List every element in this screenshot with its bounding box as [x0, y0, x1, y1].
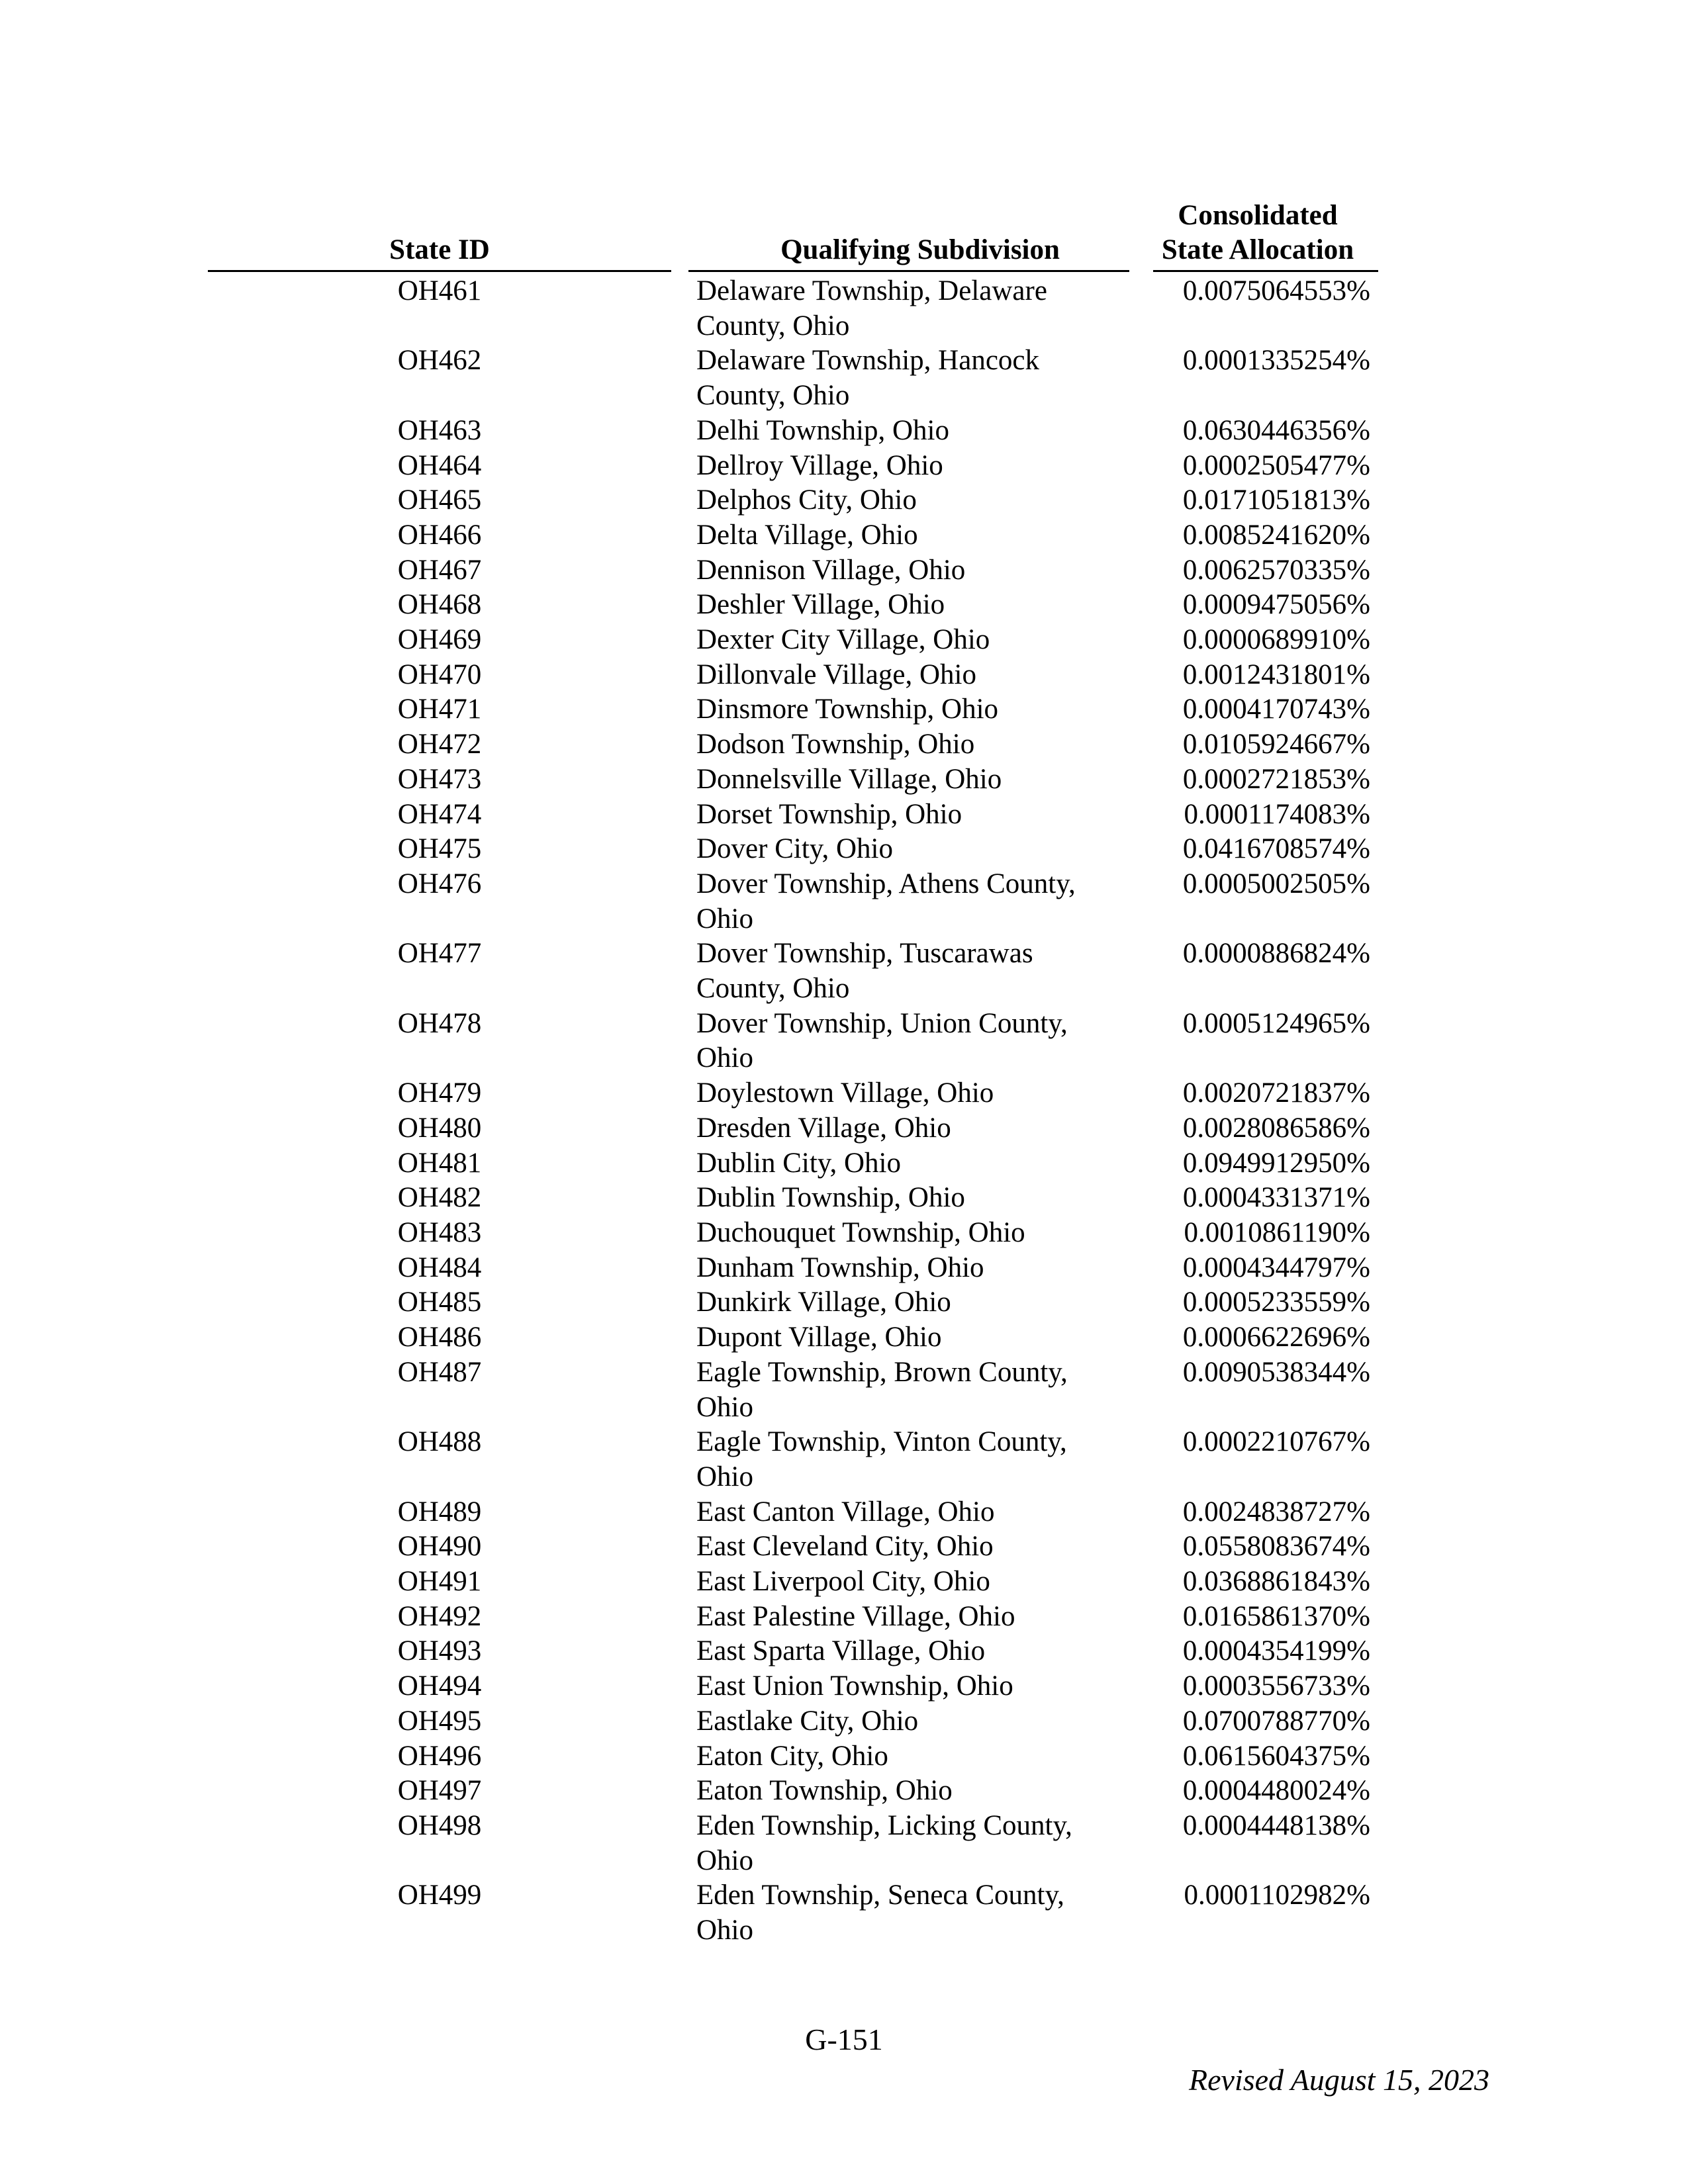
allocation-cell: 0.0004331371%: [1182, 1182, 1370, 1214]
subdivision-cell: Eagle Township, Brown County, Ohio: [696, 1356, 1068, 1423]
state-id-cell: OH495: [397, 1705, 482, 1737]
table-row: [0, 1634, 1688, 1669]
allocation-cell: 0.0558083674%: [1182, 1531, 1370, 1563]
state-id-cell: OH473: [397, 763, 482, 795]
table-row: [0, 1669, 1688, 1704]
subdivision-cell: Delphos City, Ohio: [696, 484, 917, 516]
allocation-cell: 0.0010861190%: [1184, 1216, 1370, 1248]
state-id-cell: OH475: [397, 833, 482, 865]
state-id-cell: OH499: [397, 1880, 482, 1911]
state-id-cell: OH497: [397, 1775, 482, 1807]
subdivision-cell: Dinsmore Township, Ohio: [696, 694, 999, 725]
state-id-cell: OH492: [397, 1600, 482, 1632]
subdivision-cell: Eden Township, Seneca County, Ohio: [696, 1880, 1064, 1946]
header-underline-subdivision: [688, 270, 1129, 272]
allocation-cell: 0.0020721837%: [1182, 1077, 1370, 1109]
allocation-cell: 0.0001102982%: [1184, 1880, 1370, 1911]
allocation-cell: 0.0004354199%: [1182, 1635, 1370, 1667]
subdivision-cell: Delta Village, Ohio: [696, 519, 918, 551]
state-id-cell: OH479: [397, 1077, 482, 1109]
state-id-cell: OH468: [397, 589, 482, 621]
state-id-cell: OH486: [397, 1322, 482, 1353]
subdivision-cell: Delaware Township, Hancock County, Ohio: [696, 345, 1039, 412]
allocation-cell: 0.0105924667%: [1182, 729, 1370, 760]
subdivision-cell: Dellroy Village, Ohio: [696, 449, 943, 481]
subdivision-cell: Eagle Township, Vinton County, Ohio: [696, 1426, 1067, 1492]
table-row: [0, 343, 1688, 413]
allocation-cell: 0.0171051813%: [1182, 484, 1370, 516]
table-row: [0, 692, 1688, 727]
state-id-cell: OH465: [397, 484, 482, 516]
allocation-cell: 0.0001335254%: [1182, 345, 1370, 377]
table-row: [0, 867, 1688, 936]
subdivision-cell: Dover Township, Tuscarawas County, Ohio: [696, 938, 1033, 1005]
state-id-cell: OH487: [397, 1356, 482, 1388]
allocation-cell: 0.0368861843%: [1182, 1566, 1370, 1598]
allocation-cell: 0.0000689910%: [1182, 624, 1370, 656]
state-id-cell: OH491: [397, 1566, 482, 1598]
revision-date: Revised August 15, 2023: [1189, 2063, 1489, 2097]
subdivision-cell: Dover City, Ohio: [696, 833, 893, 865]
table-row: [0, 483, 1688, 518]
allocation-cell: 0.0024838727%: [1182, 1496, 1370, 1527]
header-qualifying-subdivision: Qualifying Subdivision: [780, 234, 1060, 265]
state-id-cell: OH488: [397, 1426, 482, 1458]
subdivision-cell: Dennison Village, Ohio: [696, 554, 966, 586]
table-row: [0, 1111, 1688, 1146]
table-row: [0, 449, 1688, 484]
table-row: [0, 797, 1688, 833]
subdivision-cell: Deshler Village, Ohio: [696, 589, 945, 621]
allocation-cell: 0.0090538344%: [1182, 1356, 1370, 1388]
state-id-cell: OH464: [397, 449, 482, 481]
allocation-cell: 0.0630446356%: [1182, 414, 1370, 446]
table-row: [0, 1565, 1688, 1600]
state-id-cell: OH480: [397, 1112, 482, 1144]
allocation-cell: 0.0003556733%: [1182, 1670, 1370, 1702]
state-id-cell: OH481: [397, 1147, 482, 1179]
allocation-cell: 0.0000886824%: [1182, 938, 1370, 970]
subdivision-cell: Delhi Township, Ohio: [696, 414, 950, 446]
table-row: [0, 658, 1688, 693]
allocation-cell: 0.0949912950%: [1182, 1147, 1370, 1179]
table-row: [0, 832, 1688, 867]
state-id-cell: OH485: [397, 1287, 482, 1318]
table-row: [0, 518, 1688, 553]
subdivision-cell: East Liverpool City, Ohio: [696, 1566, 990, 1598]
state-id-cell: OH467: [397, 554, 482, 586]
state-id-cell: OH494: [397, 1670, 482, 1702]
state-id-cell: OH476: [397, 868, 482, 899]
table-row: [0, 1495, 1688, 1530]
allocation-cell: 0.0002721853%: [1182, 763, 1370, 795]
table-row: [0, 1704, 1688, 1739]
header-allocation-line1: Consolidated: [1178, 200, 1338, 231]
table-row: [0, 1251, 1688, 1286]
subdivision-cell: Doylestown Village, Ohio: [696, 1077, 994, 1109]
allocation-cell: 0.0700788770%: [1182, 1705, 1370, 1737]
subdivision-cell: Eaton Township, Ohio: [696, 1775, 953, 1807]
state-id-cell: OH489: [397, 1496, 482, 1527]
allocation-cell: 0.0001174083%: [1184, 798, 1370, 830]
state-id-cell: OH466: [397, 519, 482, 551]
table-row: [0, 1600, 1688, 1635]
state-id-cell: OH472: [397, 729, 482, 760]
allocation-cell: 0.0615604375%: [1182, 1740, 1370, 1772]
table-row: [0, 936, 1688, 1006]
header-state-id: State ID: [389, 234, 490, 265]
subdivision-cell: Dover Township, Union County, Ohio: [696, 1007, 1068, 1074]
subdivision-cell: Eaton City, Ohio: [696, 1740, 888, 1772]
table-row: [0, 274, 1688, 343]
subdivision-cell: Duchouquet Township, Ohio: [696, 1216, 1025, 1248]
allocation-cell: 0.0004448138%: [1182, 1809, 1370, 1841]
state-id-cell: OH498: [397, 1809, 482, 1841]
allocation-cell: 0.0165861370%: [1182, 1600, 1370, 1632]
table-row: [0, 1774, 1688, 1809]
subdivision-cell: Dupont Village, Ohio: [696, 1322, 942, 1353]
state-id-cell: OH478: [397, 1007, 482, 1039]
allocation-cell: 0.0085241620%: [1182, 519, 1370, 551]
allocation-cell: 0.0005233559%: [1182, 1287, 1370, 1318]
table-row: [0, 1355, 1688, 1425]
allocation-cell: 0.0005002505%: [1182, 868, 1370, 899]
table-row: [0, 727, 1688, 762]
table-row: [0, 1216, 1688, 1251]
header-consolidated-state-allocation: [1125, 199, 1390, 267]
table-row: [0, 762, 1688, 797]
table-row: [0, 1146, 1688, 1181]
subdivision-cell: Eastlake City, Ohio: [696, 1705, 919, 1737]
state-id-cell: OH490: [397, 1531, 482, 1563]
allocation-cell: 0.0002210767%: [1182, 1426, 1370, 1458]
allocation-cell: 0.0028086586%: [1182, 1112, 1370, 1144]
state-id-cell: OH469: [397, 624, 482, 656]
table-row: [0, 1425, 1688, 1494]
state-id-cell: OH477: [397, 938, 482, 970]
table-row: [0, 1076, 1688, 1111]
table-row: [0, 1809, 1688, 1878]
subdivision-cell: Dublin City, Ohio: [696, 1147, 901, 1179]
allocation-cell: 0.0002505477%: [1182, 449, 1370, 481]
subdivision-cell: East Canton Village, Ohio: [696, 1496, 995, 1527]
subdivision-cell: Dresden Village, Ohio: [696, 1112, 951, 1144]
subdivision-cell: Dover Township, Athens County, Ohio: [696, 868, 1076, 934]
allocation-cell: 0.0075064553%: [1182, 275, 1370, 306]
subdivision-cell: Dodson Township, Ohio: [696, 729, 975, 760]
table-row: [0, 1285, 1688, 1320]
state-id-cell: OH483: [397, 1216, 482, 1248]
state-id-cell: OH471: [397, 694, 482, 725]
allocation-cell: 0.0006622696%: [1182, 1322, 1370, 1353]
subdivision-cell: Dublin Township, Ohio: [696, 1182, 965, 1214]
subdivision-cell: East Sparta Village, Ohio: [696, 1635, 986, 1667]
allocation-cell: 0.0062570335%: [1182, 554, 1370, 586]
subdivision-cell: East Union Township, Ohio: [696, 1670, 1013, 1702]
table-row: [0, 623, 1688, 658]
allocation-cell: 0.0416708574%: [1182, 833, 1370, 865]
state-id-cell: OH470: [397, 659, 482, 690]
allocation-cell: 0.0004480024%: [1182, 1775, 1370, 1807]
subdivision-cell: Eden Township, Licking County, Ohio: [696, 1809, 1072, 1876]
subdivision-cell: East Cleveland City, Ohio: [696, 1531, 994, 1563]
header-underline-state-id: [208, 270, 671, 272]
header-allocation-line2: State Allocation: [1161, 234, 1354, 265]
subdivision-cell: Donnelsville Village, Ohio: [696, 763, 1002, 795]
subdivision-cell: Dorset Township, Ohio: [696, 798, 962, 830]
table-row: [0, 1878, 1688, 1948]
state-id-cell: OH493: [397, 1635, 482, 1667]
state-id-cell: OH462: [397, 345, 482, 377]
table-row: [0, 1739, 1688, 1774]
table-row: [0, 1320, 1688, 1355]
allocation-table-body: [0, 274, 1688, 1948]
table-row: [0, 414, 1688, 449]
header-underline-allocation: [1153, 270, 1378, 272]
state-id-cell: OH461: [397, 275, 482, 306]
state-id-cell: OH482: [397, 1182, 482, 1214]
subdivision-cell: Dexter City Village, Ohio: [696, 624, 990, 656]
table-row: [0, 553, 1688, 588]
table-row: [0, 588, 1688, 623]
allocation-cell: 0.0009475056%: [1182, 589, 1370, 621]
allocation-cell: 0.0005124965%: [1182, 1007, 1370, 1039]
subdivision-cell: Dillonvale Village, Ohio: [696, 659, 976, 690]
table-row: [0, 1007, 1688, 1076]
subdivision-cell: Delaware Township, Delaware County, Ohio: [696, 275, 1047, 341]
subdivision-cell: Dunham Township, Ohio: [696, 1251, 984, 1283]
table-row: [0, 1181, 1688, 1216]
state-id-cell: OH463: [397, 414, 482, 446]
subdivision-cell: Dunkirk Village, Ohio: [696, 1287, 951, 1318]
state-id-cell: OH474: [397, 798, 482, 830]
allocation-cell: 0.0012431801%: [1182, 659, 1370, 690]
state-id-cell: OH484: [397, 1251, 482, 1283]
table-row: [0, 1529, 1688, 1565]
page-number: G-151: [805, 2023, 883, 2056]
allocation-cell: 0.0004344797%: [1182, 1251, 1370, 1283]
subdivision-cell: East Palestine Village, Ohio: [696, 1600, 1015, 1632]
allocation-cell: 0.0004170743%: [1182, 694, 1370, 725]
state-id-cell: OH496: [397, 1740, 482, 1772]
